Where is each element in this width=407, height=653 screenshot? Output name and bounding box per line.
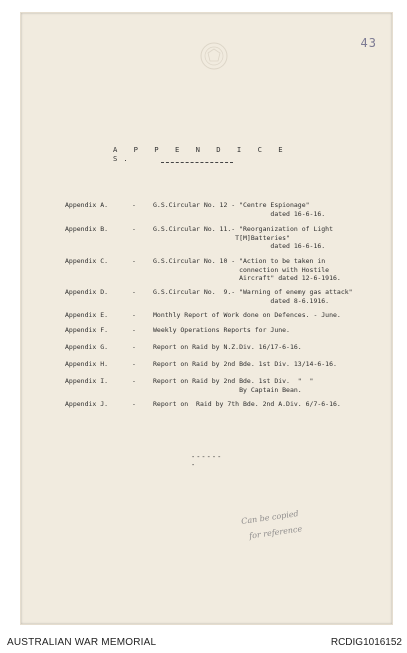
appendix-label: Appendix H. [65, 360, 109, 368]
footer-record-id: RCDIG1016152 [330, 637, 402, 648]
appendix-dash: - [132, 311, 136, 319]
appendix-dash: - [132, 400, 136, 408]
appendix-label: Appendix E. [65, 311, 109, 319]
appendix-dash: - [132, 288, 136, 296]
appendix-label: Appendix C. [65, 257, 109, 265]
appendix-dash: - [132, 343, 136, 351]
appendix-description: Monthly Report of Work done on Defences. - June. [153, 311, 341, 319]
title-underline [161, 162, 233, 163]
appendix-label: Appendix B. [65, 225, 109, 233]
appendix-dash: - [132, 225, 136, 233]
pencil-note-line-2: for reference [248, 524, 303, 541]
appendix-description: G.S.Circular No. 12 - "Centre Espionage" dated 16-6-16. [153, 201, 326, 218]
appendices-title: A P P E N D I C E S. [113, 145, 289, 163]
appendix-label: Appendix G. [65, 343, 109, 351]
appendix-description: G.S.Circular No. 11.- "Reorganization of Light T[M]Batteries" dated 16-6-16. [153, 225, 334, 250]
appendix-dash: - [132, 201, 136, 209]
closing-rule: ------- [191, 453, 223, 469]
appendix-dash: - [132, 377, 136, 385]
appendix-label: Appendix D. [65, 288, 109, 296]
footer-institution: AUSTRALIAN WAR MEMORIAL [7, 637, 157, 648]
appendix-dash: - [132, 257, 136, 265]
pencil-note-line-1: Can be copied [240, 509, 300, 526]
appendix-description: G.S.Circular No. 9.- "Warning of enemy gas attack" dated 8-6.1916. [153, 288, 353, 305]
appendix-description: G.S.Circular No. 10 - "Action to be taken in connection with Hostile Aircraft" dated 12-6-1916. [153, 257, 341, 282]
appendix-dash: - [132, 326, 136, 334]
appendix-description: Report on Raid by 2nd Bde. 1st Div. 13/14-6-16. [153, 360, 337, 368]
appendix-description: Report on Raid by 2nd Bde. 1st Div. " " By Captain Bean. [153, 377, 314, 394]
appendix-description: Weekly Operations Reports for June. [153, 326, 290, 334]
page-number: 43 [360, 36, 377, 50]
appendix-label: Appendix F. [65, 326, 109, 334]
appendix-label: Appendix J. [65, 400, 109, 408]
embossed-seal-icon [199, 41, 229, 71]
appendix-description: Report on Raid by N.Z.Div. 16/17-6-16. [153, 343, 302, 351]
appendix-description: Report on Raid by 7th Bde. 2nd A.Div. 6/7-6-16. [153, 400, 341, 408]
paper-page [20, 12, 393, 625]
appendix-label: Appendix A. [65, 201, 109, 209]
appendix-label: Appendix I. [65, 377, 109, 385]
appendix-dash: - [132, 360, 136, 368]
